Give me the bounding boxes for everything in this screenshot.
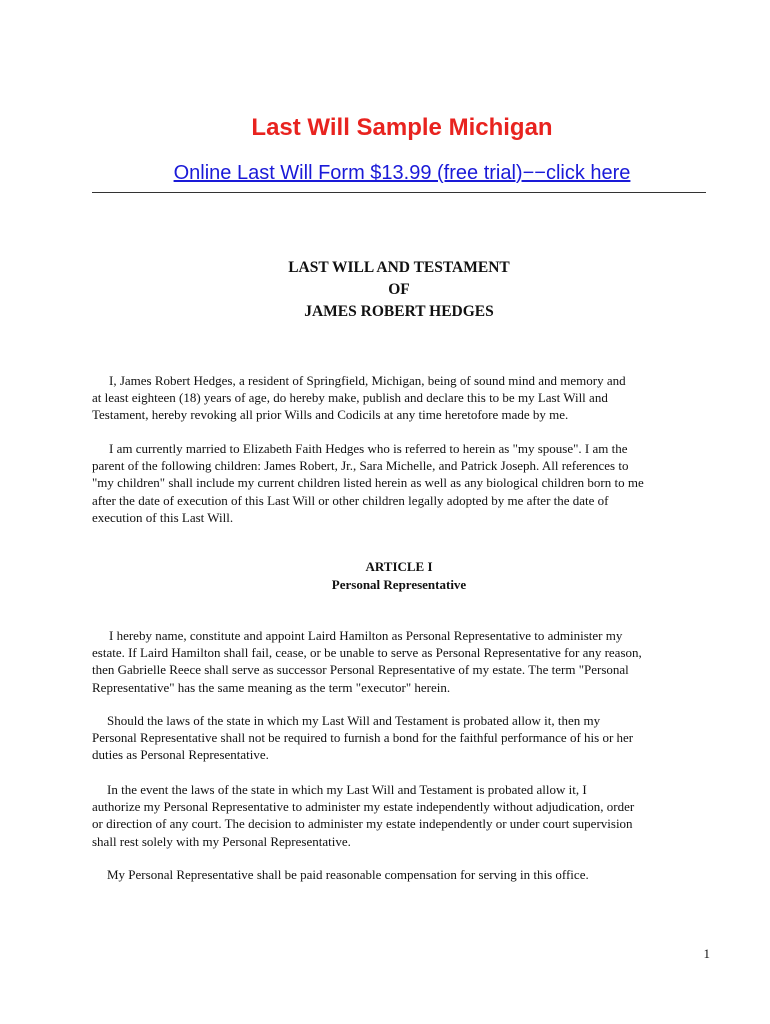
article-paragraph-independent-administration: In the event the laws of the state in which my Last Will and Testament is probated allow it, I authorize my Personal Representative to administer my estate independently without adjudication, order or direction of any court. The decision to administer my estate independently or under court supervision shall rest solely with my Personal Representative. — [92, 782, 635, 849]
intro-paragraph-family: I am currently married to Elizabeth Faith Hedges who is referred to herein as "my spouse". I am the parent of the following children: James Robert, Jr., Sara Michelle, and Patrick Joseph. All references to "my children" shall include my current children listed herein as well as any biological children born to me after the date of execution of this Last Will or other children legally adopted by me after the date of execution of this Last Will. — [92, 441, 644, 525]
will-heading — [92, 257, 706, 323]
header-divider — [92, 192, 706, 193]
article-number: ARTICLE I — [365, 559, 433, 574]
intro-paragraph-declaration: I, James Robert Hedges, a resident of Springfield, Michigan, being of sound mind and memory and at least eighteen (18) years of age, do hereby make, publish and declare this to be my Last Will and Testament, hereby revoking all prior Wills and Codicils at any time heretofore made by me. — [92, 373, 626, 423]
will-heading-line: LAST WILL AND TESTAMENT — [288, 259, 510, 276]
page-number: 1 — [703, 946, 710, 961]
page-title: Last Will Sample Michigan — [251, 114, 553, 141]
article-paragraph-appointment: I hereby name, constitute and appoint Laird Hamilton as Personal Representative to administer my estate. If Laird Hamilton shall fail, cease, or be unable to serve as Personal Representative for any reason, then Gabrielle Reece shall serve as successor Personal Representative of my estate. The term "Personal Representative" has the same meaning as the term "executor" herein. — [92, 628, 642, 695]
article-paragraph-bond: Should the laws of the state in which my Last Will and Testament is probated allow it, then my Personal Representative shall not be required to furnish a bond for the faithful performance of his or her duties as Personal Representative. — [92, 713, 634, 763]
online-will-form-link[interactable]: Online Last Will Form $13.99 (free trial)−−click here — [173, 162, 631, 184]
article-paragraph-compensation: My Personal Representative shall be paid reasonable compensation for serving in this office. — [107, 867, 589, 882]
will-heading-line: JAMES ROBERT HEDGES — [304, 303, 494, 320]
will-heading-line: OF — [388, 281, 410, 298]
article-heading — [92, 558, 706, 594]
article-title: Personal Representative — [331, 577, 467, 592]
